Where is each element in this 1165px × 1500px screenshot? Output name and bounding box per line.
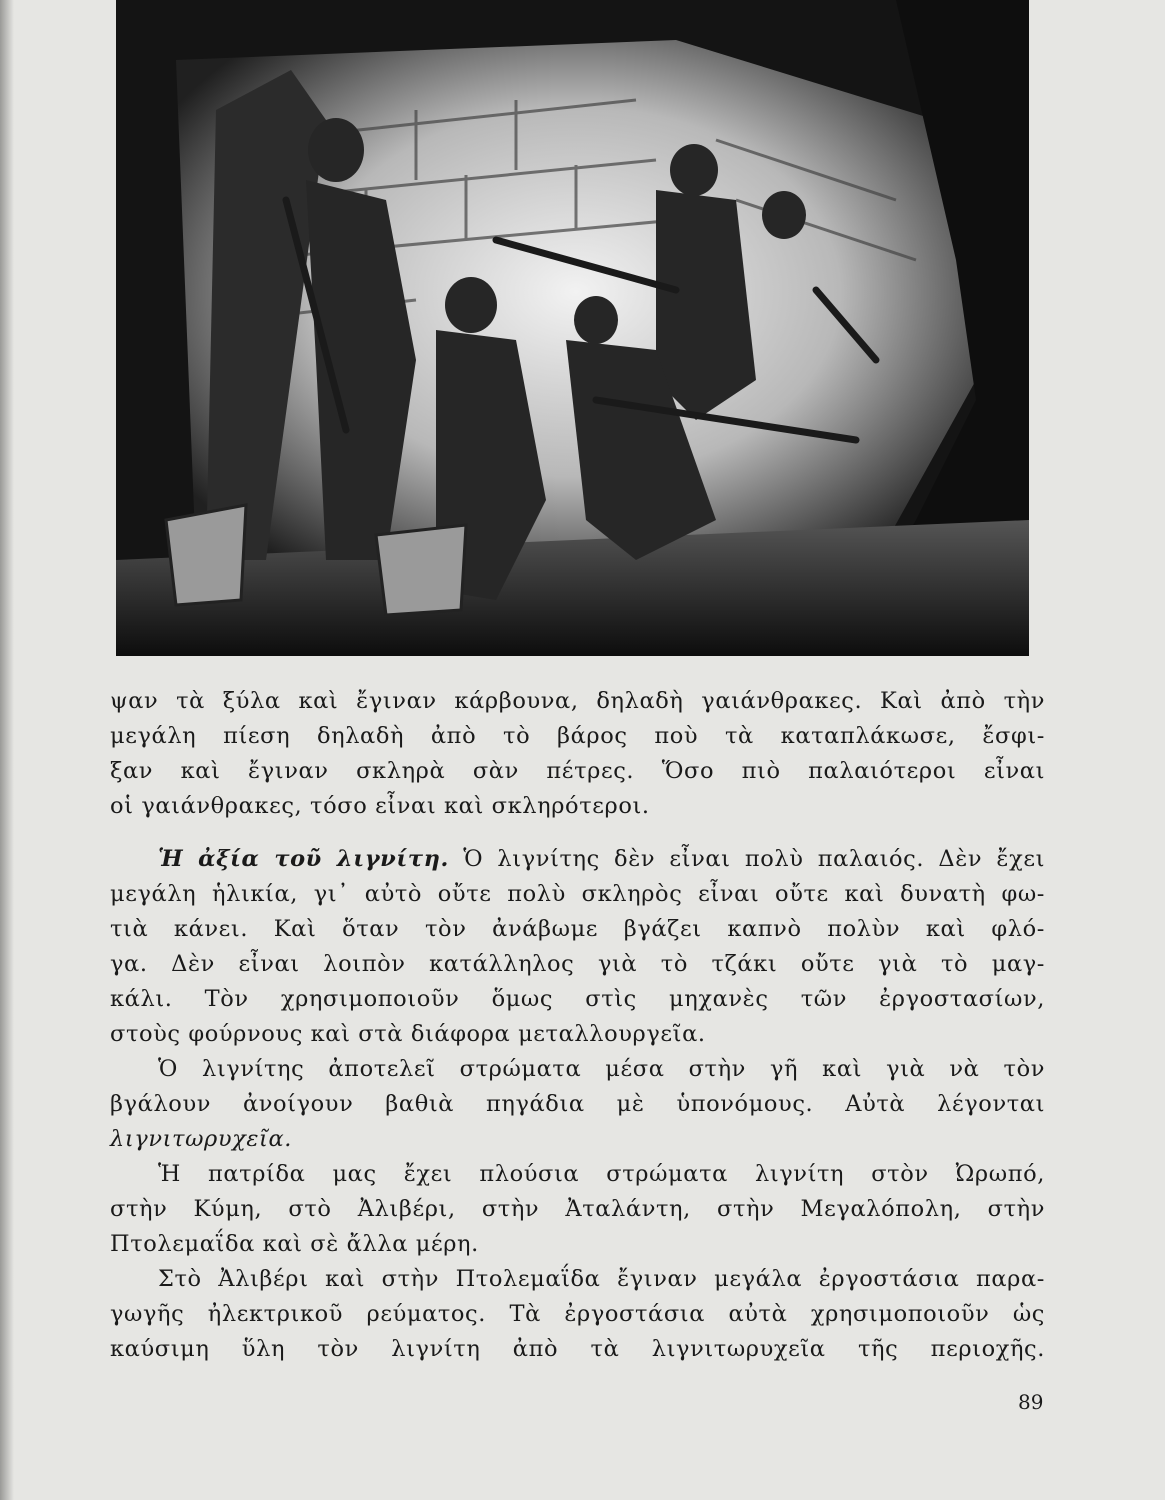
text-line: Ἡ πατρίδα μας ἔχει πλούσια στρώματα λιγνίτη στὸν Ὠρωπό, xyxy=(158,1161,1045,1187)
text-line: κάλι. Τὸν χρησιμοποιοῦν ὅμως στὶς μηχανὲς τῶν ἐργοστασίων, xyxy=(110,986,1045,1012)
paragraph-1 xyxy=(110,684,1045,824)
text-line: καύσιμη ὕλη τὸν λιγνίτη ἀπὸ τὰ λιγνιτωρυχεῖα τῆς περιοχῆς. xyxy=(110,1336,1045,1362)
text-line: στοὺς φούρνους καὶ στὰ διάφορα μεταλλουργεῖα. xyxy=(110,1021,706,1047)
page-edge-shadow xyxy=(0,0,14,1500)
text-line: μεγάλη ἡλικία, γι᾽ αὐτὸ οὔτε πολὺ σκληρὸς εἶναι οὔτε καὶ δυνατὴ φω- xyxy=(110,881,1045,907)
page-number: 89 xyxy=(1018,1390,1044,1414)
text-line: στὴν Κύμη, στὸ Ἀλιβέρι, στὴν Ἀταλάντη, στὴν Μεγαλόπολη, στὴν xyxy=(110,1196,1045,1222)
text-line: μεγάλη πίεση δηλαδὴ ἀπὸ τὸ βάρος ποὺ τὰ καταπλάκωσε, ἔσφι- xyxy=(110,723,1045,749)
text-line: Πτολεμαΐδα καὶ σὲ ἄλλα μέρη. xyxy=(110,1231,479,1257)
text-line: ψαν τὰ ξύλα καὶ ἔγιναν κάρβουνα, δηλαδὴ γαιάνθρακες. Καὶ ἀπὸ τὴν xyxy=(110,688,1045,714)
text-line xyxy=(110,842,1045,877)
text-line: Ὁ λιγνίτης ἀποτελεῖ στρώματα μέσα στὴν γῆ καὶ γιὰ νὰ τὸν xyxy=(158,1056,1045,1082)
text-run: Ὁ λιγνίτης δὲν εἶναι πολὺ παλαιός. Δὲν ἔχει xyxy=(448,846,1046,872)
text-line: ξαν καὶ ἔγιναν σκληρὰ σὰν πέτρες. Ὅσο πιὸ παλαιότεροι εἶναι xyxy=(110,758,1045,784)
text-line-term: λιγνιτωρυχεῖα. xyxy=(110,1126,293,1152)
paragraph-2 xyxy=(110,842,1045,1052)
text-line: γωγῆς ἠλεκτρικοῦ ρεύματος. Τὰ ἐργοστάσια αὐτὰ χρησιμοποιοῦν ὡς xyxy=(110,1301,1045,1327)
text-line: γα. Δὲν εἶναι λοιπὸν κατάλληλος γιὰ τὸ τζάκι οὔτε γιὰ τὸ μαγ- xyxy=(110,951,1045,977)
text-line: οἱ γαιάνθρακες, τόσο εἶναι καὶ σκληρότεροι. xyxy=(110,793,650,819)
paragraph-5 xyxy=(110,1262,1045,1367)
body-text xyxy=(110,684,1045,1367)
paragraph-4 xyxy=(110,1157,1045,1262)
paragraph-3 xyxy=(110,1052,1045,1157)
coal-miners-illustration-icon xyxy=(116,0,1029,656)
section-heading: Ἡ ἀξία τοῦ λιγνίτη. xyxy=(158,846,449,872)
text-line: Στὸ Ἀλιβέρι καὶ στὴν Πτολεμαΐδα ἔγιναν μεγάλα ἐργοστάσια παρα- xyxy=(158,1266,1045,1292)
text-line: βγάλουν ἀνοίγουν βαθιὰ πηγάδια μὲ ὑπονόμους. Αὐτὰ λέγονται xyxy=(110,1091,1045,1117)
text-line: τιὰ κάνει. Καὶ ὅταν τὸν ἀνάβωμε βγάζει καπνὸ πολὺν καὶ φλό- xyxy=(110,916,1045,942)
